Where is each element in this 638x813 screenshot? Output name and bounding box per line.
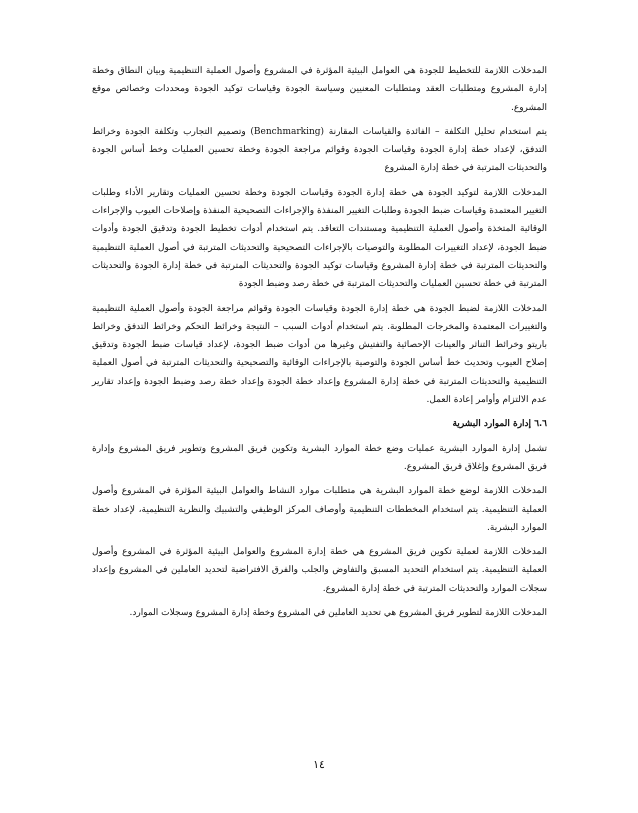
page-body	[92, 62, 547, 628]
paragraph-quality-assurance: المدخلات اللازمة لتوكيد الجودة هي خطة إدارة الجودة وقياسات الجودة وخطة تحسين العمليات وتقارير الأداء وطلبات التغيير المعتمدة وقياسات ضبط الجودة وطلبات التغيير المنفذة والإجراءات التصحيحية المنفذة وإصلاحات العيوب والإجراءات الوقائية المتخذة وأصول العملية التنظيمية ومستندات التعاقد. يتم استخدام أدوات تخطيط الجودة وتدقيق الجودة وأدوات ضبط الجودة، لإعداد التغييرات المطلوبة والتوصيات بالإجراءات التصحيحية والتحديثات المترتبة في أصول العملية التنظيمية والتحديثات المترتبة في خطة إدارة المشروع وقياسات توكيد الجودة والتحديثات المترتبة في خطة إدارة الجودة والتحديثات المترتبة في خطة تحسين العمليات والتحديثات المترتبة في خطة رصد وضبط الجودة	[92, 187, 547, 290]
paragraph-hr-planning: المدخلات اللازمة لوضع خطة الموارد البشرية هي متطلبات موارد النشاط والعوامل البيئية المؤثرة في المشروع وأصول العملية التنظيمية. يتم استخدام المخططات التنظيمية وأوصاف المركز الوظيفي والتشبيك والنظرية التنظيمية، لإعداد خطة الموارد البشرية.	[92, 486, 547, 533]
paragraph-quality-planning-tools: يتم استخدام تحليل التكلفة – الفائدة والقياسات المقارنة (Benchmarking) وتصميم التجارب وتكلفة الجودة وخرائط التدفق، لإعداد خطة إدارة الجودة وقياسات الجودة وقوائم مراجعة الجودة وخطة تحسين العمليات وخط أساس الجودة والتحديثات المترتبة في خطة إدارة المشروع	[92, 126, 547, 174]
page-number: ١٤	[313, 758, 325, 771]
paragraph-team-acquisition: المدخلات اللازمة لعملية تكوين فريق المشروع هي خطة إدارة المشروع والعوامل البيئية المؤثرة في المشروع وأصول العملية التنظيمية. يتم استخدام التحديد المسبق والتفاوض والجلب والفرق الافتراضية لتحديد العاملين في المشروع وإعداد سجلات الموارد والتحديثات المترتبة في خطة إدارة المشروع.	[92, 547, 547, 594]
paragraph-quality-control: المدخلات اللازمة لضبط الجودة هي خطة إدارة الجودة وقياسات الجودة وقوائم مراجعة الجودة وأصول العملية التنظيمية والتغييرات المعتمدة والمخرجات المطلوبة. يتم استخدام أدوات السبب – النتيجة وخرائط التحكم وخرائط التدفق وخرائط باريتو وخرائط التناثر والعينات الإحصائية والتفتيش وغيرها من أدوات ضبط الجودة، لإعداد قياسات ضبط الجودة وتدقيق إصلاح العيوب وتحديث خط أساس الجودة والتوصية بالإجراءات الوقائية والتصحيحية والتحديثات المترتبة في أصول العملية التنظيمية والتحديثات المترتبة في خطة إدارة المشروع وإعداد خطة الجودة وإعداد خطة رصد وضبط الجودة وإعداد تقارير عدم الالتزام وأوامر إعادة العمل.	[92, 303, 547, 406]
paragraph-quality-planning-inputs: المدخلات اللازمة للتخطيط للجودة هي العوامل البيئية المؤثرة في المشروع وأصول العملية التنظيمية وبيان النطاق وخطة إدارة المشروع ومتطلبات العقد ومتطلبات المعنيين وسياسة الجودة وقياسات توكيد الجودة ومحددات وخصائص موقع المشروع.	[92, 66, 547, 113]
section-heading-human-resources: ٦.٦ إدارة الموارد البشرية	[452, 419, 547, 430]
paragraph-team-development: المدخلات اللازمة لتطوير فريق المشروع هي تحديد العاملين في المشروع وخطة إدارة المشروع وسجلات الموارد.	[129, 608, 547, 619]
paragraph-hr-overview: تشمل إدارة الموارد البشرية عمليات وضع خطة الموارد البشرية وتكوين فريق المشروع وتطوير فريق المشروع وإدارة فريق المشروع وإغلاق فريق المشروع.	[92, 443, 547, 472]
